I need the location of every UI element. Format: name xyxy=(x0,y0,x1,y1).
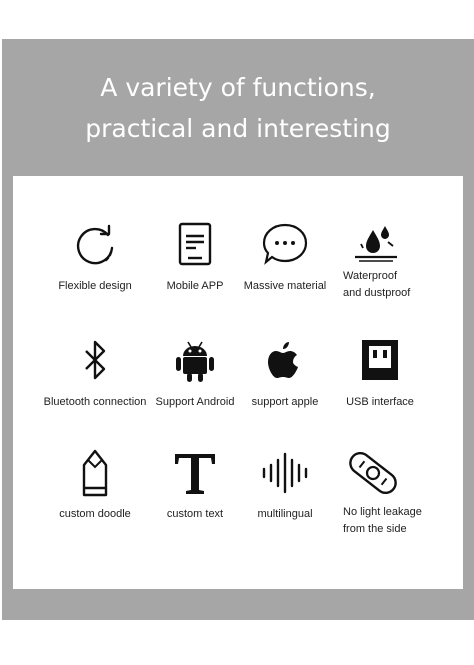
mobile-app-icon xyxy=(170,220,220,270)
pencil-icon xyxy=(70,448,120,498)
android-icon xyxy=(170,336,220,386)
feature-label: multilingual xyxy=(257,508,313,520)
feature-label-line-2: and dustproof xyxy=(343,287,411,299)
features-panel xyxy=(13,176,463,589)
feature-bluetooth xyxy=(40,336,150,411)
feature-usb xyxy=(325,336,435,411)
feature-massive-material xyxy=(230,220,340,295)
refresh-icon xyxy=(70,220,120,270)
headline-line-1: A variety of functions, xyxy=(100,73,376,102)
feature-multilingual xyxy=(230,448,340,523)
chat-bubble-icon xyxy=(260,220,310,270)
feature-label: Mobile APP xyxy=(166,280,224,292)
usb-icon xyxy=(355,336,405,386)
feature-no-light-leakage xyxy=(343,448,453,538)
feature-label-line-1: Waterproof xyxy=(343,270,398,282)
light-leakage-icon xyxy=(345,448,401,498)
feature-label: custom text xyxy=(166,508,224,520)
feature-label: custom doodle xyxy=(59,508,131,520)
feature-custom-doodle xyxy=(40,448,150,523)
feature-label-line-2: from the side xyxy=(343,523,407,535)
feature-label: Support Android xyxy=(155,396,235,408)
feature-label: USB interface xyxy=(346,396,414,408)
headline-line-2: practical and interesting xyxy=(85,114,391,143)
feature-label: Massive material xyxy=(243,280,327,292)
feature-label: Flexible design xyxy=(58,280,132,292)
bluetooth-icon xyxy=(70,336,120,386)
apple-icon xyxy=(260,336,310,386)
feature-apple xyxy=(230,336,340,411)
text-icon xyxy=(170,448,220,498)
feature-label-line-1: No light leakage xyxy=(343,506,422,518)
feature-label: Bluetooth connection xyxy=(43,396,147,408)
feature-flexible-design xyxy=(40,220,150,295)
feature-label: support apple xyxy=(251,396,319,408)
waterproof-icon xyxy=(351,220,401,264)
soundwave-icon xyxy=(260,448,310,498)
feature-waterproof xyxy=(343,220,453,302)
